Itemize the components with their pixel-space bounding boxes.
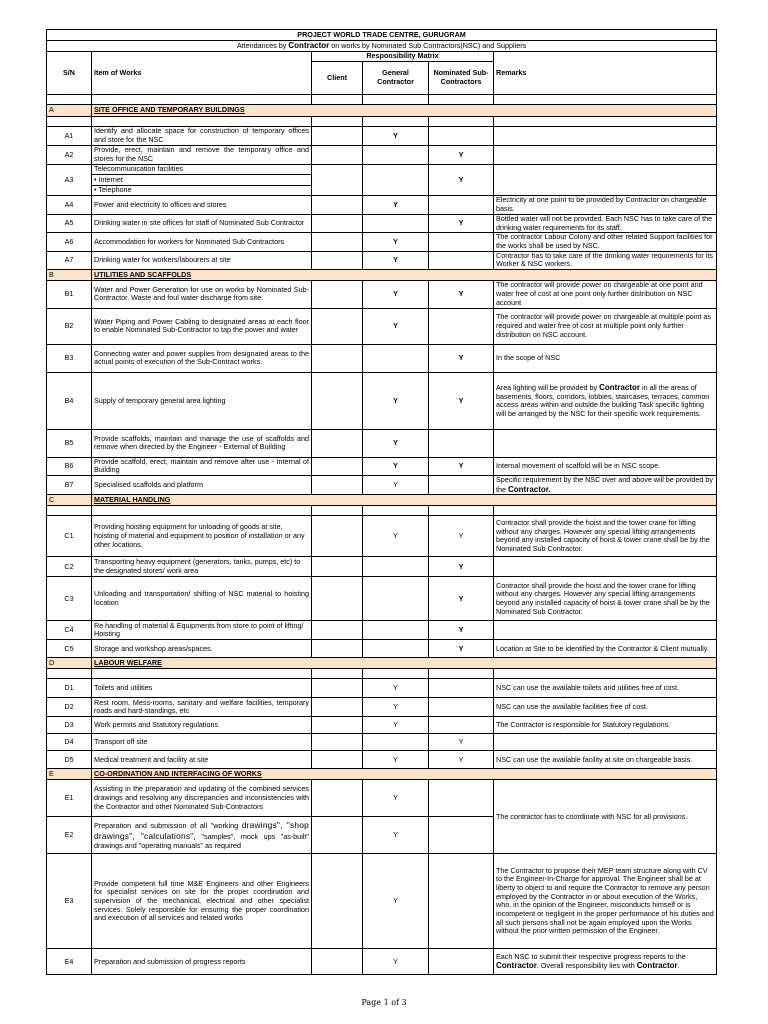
section-title: LABOUR WELFARE — [92, 658, 717, 669]
row-client — [312, 854, 363, 949]
row-remarks: In the scope of NSC — [494, 344, 717, 372]
row-sn: D1 — [47, 679, 92, 698]
row-gc — [363, 165, 429, 196]
table-row — [47, 215, 717, 233]
section-letter: B — [47, 269, 92, 280]
section-letter: E — [47, 769, 92, 780]
row-nsc — [429, 717, 494, 734]
row-gc: Y — [363, 196, 429, 215]
row-sn: C2 — [47, 557, 92, 577]
row-gc: Y — [363, 698, 429, 717]
row-client — [312, 308, 363, 344]
table-row — [47, 780, 717, 817]
row-gc: Y — [363, 233, 429, 251]
row-item: Specialised scaffolds and platform — [92, 476, 312, 495]
row-item: Drinking water in site offices for staff of Nominated Sub Contractor — [92, 215, 312, 233]
row-sn: E3 — [47, 854, 92, 949]
row-item: Work permits and Statutory regulations — [92, 717, 312, 734]
row-nsc: Y — [429, 734, 494, 751]
row-gc — [363, 640, 429, 658]
row-item: Medical treatment and facility at site — [92, 751, 312, 769]
row-sn: C4 — [47, 621, 92, 640]
row-gc: Y — [363, 127, 429, 146]
section-title: MATERIAL HANDLING — [92, 495, 717, 506]
row-sn: D4 — [47, 734, 92, 751]
row-sn: E2 — [47, 817, 92, 854]
table-row — [47, 516, 717, 557]
table-row — [47, 679, 717, 698]
row-sn: B7 — [47, 476, 92, 495]
row-remarks: NSC can use the available facilities free of cost. — [494, 698, 717, 717]
table-row — [47, 717, 717, 734]
column-header-nominated-sub-contractors: Nominated Sub-Contractors — [429, 62, 494, 95]
row-remarks: Contractor shall provide the hoist and the tower crane for lifting without any charges. However any special lifting arrangements beyond any installed capacity of hoist & tower crane shall be by the Nominated Sub Contractor. — [494, 577, 717, 621]
row-gc: Y — [363, 717, 429, 734]
row-remarks — [494, 127, 717, 146]
section-title: UTILITIES AND SCAFFOLDS — [92, 269, 717, 280]
row-remarks: The contractor Labour Colony and other related Support facilities for the works shall be used by NSC. — [494, 233, 717, 251]
row-nsc: Y — [429, 457, 494, 475]
row-sn: A7 — [47, 251, 92, 269]
section-letter: C — [47, 495, 92, 506]
row-item: Storage and workshop areas/spaces. — [92, 640, 312, 658]
row-sn: C1 — [47, 516, 92, 557]
row-item: Preparation and submission of all "working drawings", "shop drawings", "calculations", "samples", mock ups "as-built" drawings and "operating manuals" as required — [92, 817, 312, 854]
section-row — [47, 269, 717, 280]
row-nsc: Y — [429, 751, 494, 769]
table-row — [47, 165, 717, 175]
row-remarks: Contractor has to take care of the drinking water requirements for its Worker & NSC workers. — [494, 251, 717, 269]
row-client — [312, 577, 363, 621]
row-client — [312, 127, 363, 146]
row-remarks: Location at Site to be identified by the Contractor & Client mutually. — [494, 640, 717, 658]
row-gc: Y — [363, 429, 429, 457]
column-header-sn: S/N — [47, 52, 92, 95]
row-item: Toilets and utilities — [92, 679, 312, 698]
row-gc — [363, 215, 429, 233]
row-remarks — [494, 621, 717, 640]
section-row — [47, 658, 717, 669]
table-row — [47, 621, 717, 640]
section-row — [47, 769, 717, 780]
row-client — [312, 372, 363, 429]
row-remarks: Area lighting will be provided by Contractor in all the areas of basements, floors, corridors, lobbies, staircases, terraces, common access areas within and outside the building Task specific lighting will be arranged by the NSC for their specific work requirements. — [494, 372, 717, 429]
row-remarks — [494, 165, 717, 196]
row-client — [312, 516, 363, 557]
row-gc: Y — [363, 780, 429, 817]
table-row — [47, 457, 717, 475]
row-gc: Y — [363, 817, 429, 854]
table-row — [47, 734, 717, 751]
responsibility-matrix-header: Responsibility Matrix — [312, 52, 494, 62]
row-gc: Y — [363, 457, 429, 475]
row-gc: Y — [363, 516, 429, 557]
row-sn: D5 — [47, 751, 92, 769]
row-remarks: The contractor has to coordinate with NSC for all provisions. — [494, 780, 717, 854]
row-item: Provide competent full time M&E Engineers and other Engineers for specialist services on site for the proper coordination and supervision of the mechanical, electrical and other specialist services. Solely responsible for ensuring the proper coordination and execution of all services and related works — [92, 854, 312, 949]
row-nsc — [429, 476, 494, 495]
row-nsc — [429, 780, 494, 817]
row-remarks: The Contractor to propose their MEP team structure along with CV to the Engineer-In-Charge for approval. The Engineer shall be at liberty to object to and require the Contractor to remove any person employed by the Contractor in or about execution of the Works, who, in the opinion of the Engineer, misconducts himself or is incompetent or negligent in the proper performance of his duties and all such persons shall not be again employed upon the Works without the prior written permission of the Engineer. — [494, 854, 717, 949]
row-gc — [363, 621, 429, 640]
row-gc: Y — [363, 949, 429, 975]
table-row — [47, 476, 717, 495]
row-remarks — [494, 429, 717, 457]
row-gc — [363, 734, 429, 751]
table-row — [47, 372, 717, 429]
row-remarks — [494, 734, 717, 751]
row-sn: B2 — [47, 308, 92, 344]
row-item-line: • Telephone — [92, 186, 312, 196]
row-client — [312, 734, 363, 751]
row-nsc — [429, 429, 494, 457]
row-client — [312, 344, 363, 372]
section-row — [47, 495, 717, 506]
row-gc: Y — [363, 308, 429, 344]
row-client — [312, 457, 363, 475]
column-header-remarks: Remarks — [494, 52, 717, 95]
row-nsc: Y — [429, 165, 494, 196]
row-client — [312, 679, 363, 698]
row-item-line: Telecommunication facilities — [92, 165, 312, 175]
responsibility-matrix-sheet — [46, 29, 716, 975]
row-item: Re handling of material & Equipments from store to point of lifting/ Hoisting — [92, 621, 312, 640]
row-client — [312, 251, 363, 269]
section-title: SITE OFFICE AND TEMPORARY BUILDINGS — [92, 105, 717, 117]
page-number: Page 1 of 3 — [361, 998, 407, 1007]
row-sn: A4 — [47, 196, 92, 215]
row-nsc: Y — [429, 557, 494, 577]
table-row — [47, 698, 717, 717]
row-nsc — [429, 679, 494, 698]
row-item: Rest room, Mess-rooms, sanitary and welfare facilities, temporary roads and hard-standings, etc — [92, 698, 312, 717]
row-item: Provide scaffold, erect, maintain and remove after use - Internal of Building — [92, 457, 312, 475]
table-row — [47, 557, 717, 577]
row-sn: B5 — [47, 429, 92, 457]
row-item: Provide scaffolds, maintain and manage the use of scaffolds and remove when directed by the Engineer - External of Building — [92, 429, 312, 457]
row-nsc: Y — [429, 146, 494, 165]
row-remarks — [494, 557, 717, 577]
row-sn: A6 — [47, 233, 92, 251]
row-remarks: Electricity at one point to be provided by Contractor on chargeable basis. — [494, 196, 717, 215]
row-sn: A3 — [47, 165, 92, 196]
column-header-client: Client — [312, 62, 363, 95]
row-client — [312, 146, 363, 165]
section-row — [47, 105, 717, 117]
row-nsc: Y — [429, 344, 494, 372]
row-item: Water Piping and Power Cabling to designated areas at each floor to enable Nominated Sub-Contractor to tap the power and water — [92, 308, 312, 344]
row-remarks: NSC can use the available facility at site on chargeable basis. — [494, 751, 717, 769]
table-row — [47, 127, 717, 146]
row-remarks: Internal movement of scaffold will be in NSC scope. — [494, 457, 717, 475]
row-item-line: • Internet — [92, 175, 312, 186]
row-nsc — [429, 233, 494, 251]
responsibility-matrix-table — [46, 29, 717, 975]
row-gc: Y — [363, 854, 429, 949]
row-sn: D3 — [47, 717, 92, 734]
row-client — [312, 233, 363, 251]
row-nsc — [429, 698, 494, 717]
section-letter: D — [47, 658, 92, 669]
table-row — [47, 751, 717, 769]
row-nsc: Y — [429, 640, 494, 658]
row-nsc: Y — [429, 516, 494, 557]
row-sn: D2 — [47, 698, 92, 717]
row-client — [312, 717, 363, 734]
row-gc: Y — [363, 280, 429, 308]
row-client — [312, 215, 363, 233]
row-sn: B3 — [47, 344, 92, 372]
column-header-general-contractor: General Contractor — [363, 62, 429, 95]
document-subtitle: Attendances by Contractor on works by Nominated Sub Contractors(NSC) and Suppliers — [47, 41, 717, 52]
section-letter: A — [47, 105, 92, 117]
row-sn: B1 — [47, 280, 92, 308]
section-title: CO-ORDINATION AND INTERFACING OF WORKS — [92, 769, 717, 780]
row-nsc — [429, 817, 494, 854]
row-item: Connecting water and power supplies from designated areas to the actual points of execution of the Sub-Contract works. — [92, 344, 312, 372]
row-nsc: Y — [429, 372, 494, 429]
row-item: Water and Power Generation for use on works by Nominated Sub-Contractor. Waste and foul water discharge from site. — [92, 280, 312, 308]
row-nsc: Y — [429, 577, 494, 621]
table-row — [47, 429, 717, 457]
row-gc: Y — [363, 751, 429, 769]
table-row — [47, 949, 717, 975]
row-remarks: Bottled water will not be provided. Each NSC has to take care of the drinking water requirements for its staff. — [494, 215, 717, 233]
row-client — [312, 780, 363, 817]
row-item: Power and electricity to offices and stores — [92, 196, 312, 215]
row-client — [312, 640, 363, 658]
row-client — [312, 621, 363, 640]
row-item: Assisting in the preparation and updating of the combined services drawings and resolving any discrepancies and inconsistencies with the Contractor and other Nominated Sub-Contractors — [92, 780, 312, 817]
row-nsc: Y — [429, 215, 494, 233]
row-nsc — [429, 127, 494, 146]
row-gc — [363, 344, 429, 372]
row-client — [312, 949, 363, 975]
table-row — [47, 344, 717, 372]
row-client — [312, 476, 363, 495]
row-sn: C3 — [47, 577, 92, 621]
table-row — [47, 308, 717, 344]
row-gc: Y — [363, 372, 429, 429]
row-gc — [363, 557, 429, 577]
table-row — [47, 854, 717, 949]
document-title: PROJECT WORLD TRADE CENTRE, GURUGRAM — [47, 30, 717, 41]
row-client — [312, 280, 363, 308]
row-remarks: Specific requirement by the NSC over and above will be provided by the Contractor. — [494, 476, 717, 495]
row-remarks: Each NSC to submit their respective progress reports to the Contractor. Overall responsibility lies with Contractor. — [494, 949, 717, 975]
table-row — [47, 280, 717, 308]
row-client — [312, 817, 363, 854]
row-client — [312, 751, 363, 769]
row-item: Accommodation for workers for Nominated Sub Contractors — [92, 233, 312, 251]
row-client — [312, 165, 363, 196]
row-gc: Y — [363, 251, 429, 269]
row-gc — [363, 146, 429, 165]
row-remarks: Contractor shall provide the hoist and the tower crane for lifting without any charges. However any special lifting arrangements beyond any installed capacity of hoist & tower crane shall be by the Nominated Sub Contractor. — [494, 516, 717, 557]
row-client — [312, 429, 363, 457]
row-gc — [363, 577, 429, 621]
row-item: Providing hoisting equipment for unloading of goods at site, hoisting of material and equipment to position of installation or any other locations. — [92, 516, 312, 557]
row-sn: E4 — [47, 949, 92, 975]
row-nsc — [429, 854, 494, 949]
row-nsc — [429, 308, 494, 344]
row-sn: E1 — [47, 780, 92, 817]
row-item: Provide, erect, maintain and remove the temporary office and stores for the NSC — [92, 146, 312, 165]
row-sn: A1 — [47, 127, 92, 146]
row-sn: A5 — [47, 215, 92, 233]
row-nsc — [429, 251, 494, 269]
row-client — [312, 698, 363, 717]
row-sn: B6 — [47, 457, 92, 475]
row-item: Preparation and submission of progress reports — [92, 949, 312, 975]
row-remarks: The contractor will provide power on chargeable at one point and water free of cost at one point only further distribution on NSC account — [494, 280, 717, 308]
row-nsc: Y — [429, 621, 494, 640]
row-gc: Y — [363, 476, 429, 495]
row-nsc — [429, 196, 494, 215]
table-row — [47, 196, 717, 215]
row-client — [312, 196, 363, 215]
row-item: Transport off site — [92, 734, 312, 751]
column-header-item: Item of Works — [92, 52, 312, 95]
row-item: Unloading and transportation/ shifting of NSC material to hoisting location — [92, 577, 312, 621]
row-client — [312, 557, 363, 577]
row-item: Identify and allocate space for construction of temporary offices and store for the NSC — [92, 127, 312, 146]
row-item: Supply of temporary general area lighting — [92, 372, 312, 429]
row-nsc: Y — [429, 280, 494, 308]
row-item: Transporting heavy equipment (generators, tanks, pumps, etc) to the designated stores/ work area — [92, 557, 312, 577]
row-sn: B4 — [47, 372, 92, 429]
table-row — [47, 577, 717, 621]
row-remarks: The contractor will provide power on chargeable at multiple point as required and water free of cost at multiple point only further distribution on NSC account. — [494, 308, 717, 344]
row-remarks: NSC can use the available toilets and utilities free of cost. — [494, 679, 717, 698]
table-row — [47, 233, 717, 251]
row-sn: A2 — [47, 146, 92, 165]
table-row — [47, 640, 717, 658]
row-remarks: The Contractor is responsible for Statutory regulations. — [494, 717, 717, 734]
row-remarks — [494, 146, 717, 165]
row-gc: Y — [363, 679, 429, 698]
row-nsc — [429, 949, 494, 975]
table-row — [47, 146, 717, 165]
row-sn: C5 — [47, 640, 92, 658]
row-item: Drinking water for workers/labourers at site — [92, 251, 312, 269]
table-row — [47, 251, 717, 269]
